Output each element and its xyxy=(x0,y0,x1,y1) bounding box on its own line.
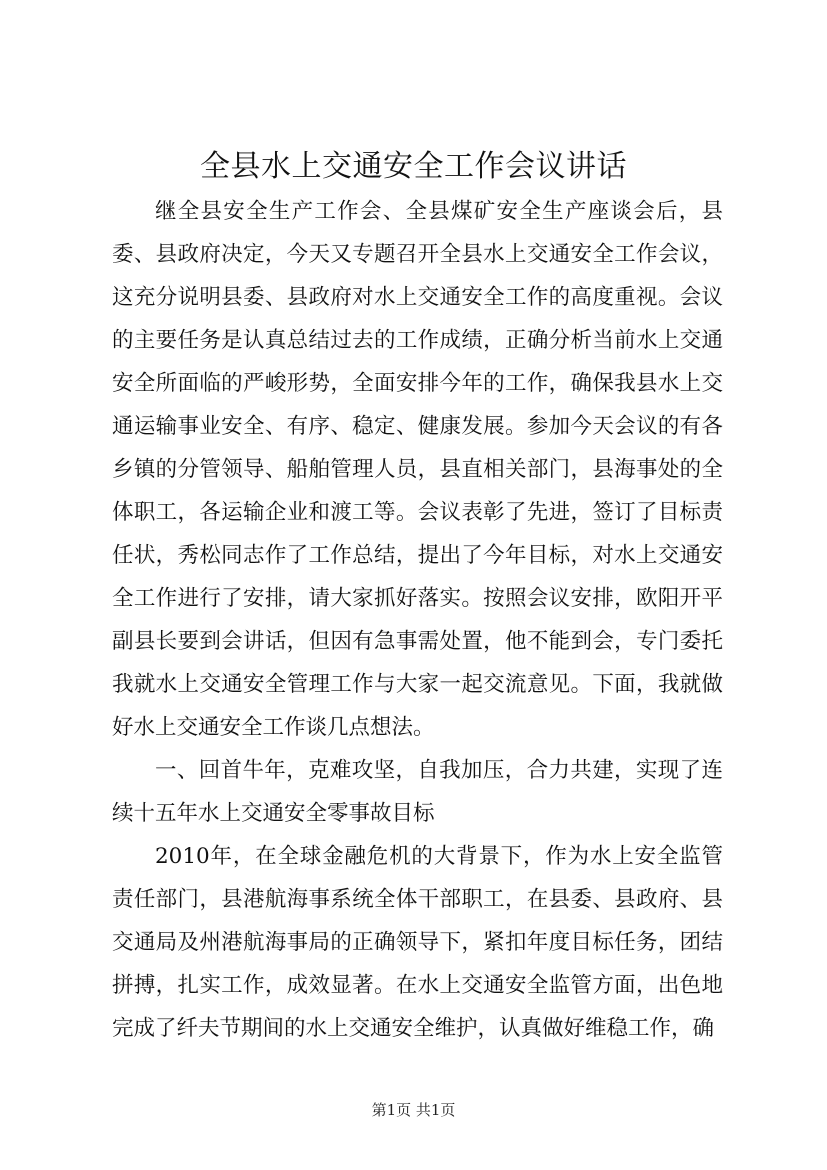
document-body xyxy=(112,190,723,1050)
paragraph-section-heading: 一、回首牛年，克难攻坚，自我加压，合力共建，实现了连续十五年水上交通安全零事故目标 xyxy=(112,758,723,826)
page-footer: 第1页 共1页 xyxy=(371,1101,456,1119)
paragraph-intro: 继全县安全生产工作会、全县煤矿安全生产座谈会后，县委、县政府决定，今天又专题召开全县水上交通安全工作会议，这充分说明县委、县政府对水上交通安全工作的高度重视。会议的主要任务是认真总结过去的工作成绩，正确分析当前水上交通安全所面临的严峻形势，全面安排今年的工作，确保我县水上交通运输事业安全、有序、稳定、健康发展。参加今天会议的有各乡镇的分管领导、船舶管理人员，县直相关部门，县海事处的全体职工，各运输企业和渡工等。会议表彰了先进，签订了目标责任状，秀松同志作了工作总结，提出了今年目标，对水上交通安全工作进行了安排，请大家抓好落实。按照会议安排，欧阳开平副县长要到会讲话，但因有急事需处置，他不能到会，专门委托我就水上交通安全管理工作与大家一起交流意见。下面，我就做好水上交通安全工作谈几点想法。 xyxy=(112,199,723,740)
paragraph-2010: 2010年，在全球金融危机的大背景下，作为水上安全监管责任部门，县港航海事系统全体干部职工，在县委、县政府、县交通局及州港航海事局的正确领导下，紧扣年度目标任务，团结拼搏，扎实工作，成效显著。在水上交通安全监管方面，出色地完成了纤夫节期间的水上交通安全维护，认真做好维稳工作，确 xyxy=(112,844,723,1041)
document-title: 全县水上交通安全工作会议讲话 xyxy=(200,149,627,184)
